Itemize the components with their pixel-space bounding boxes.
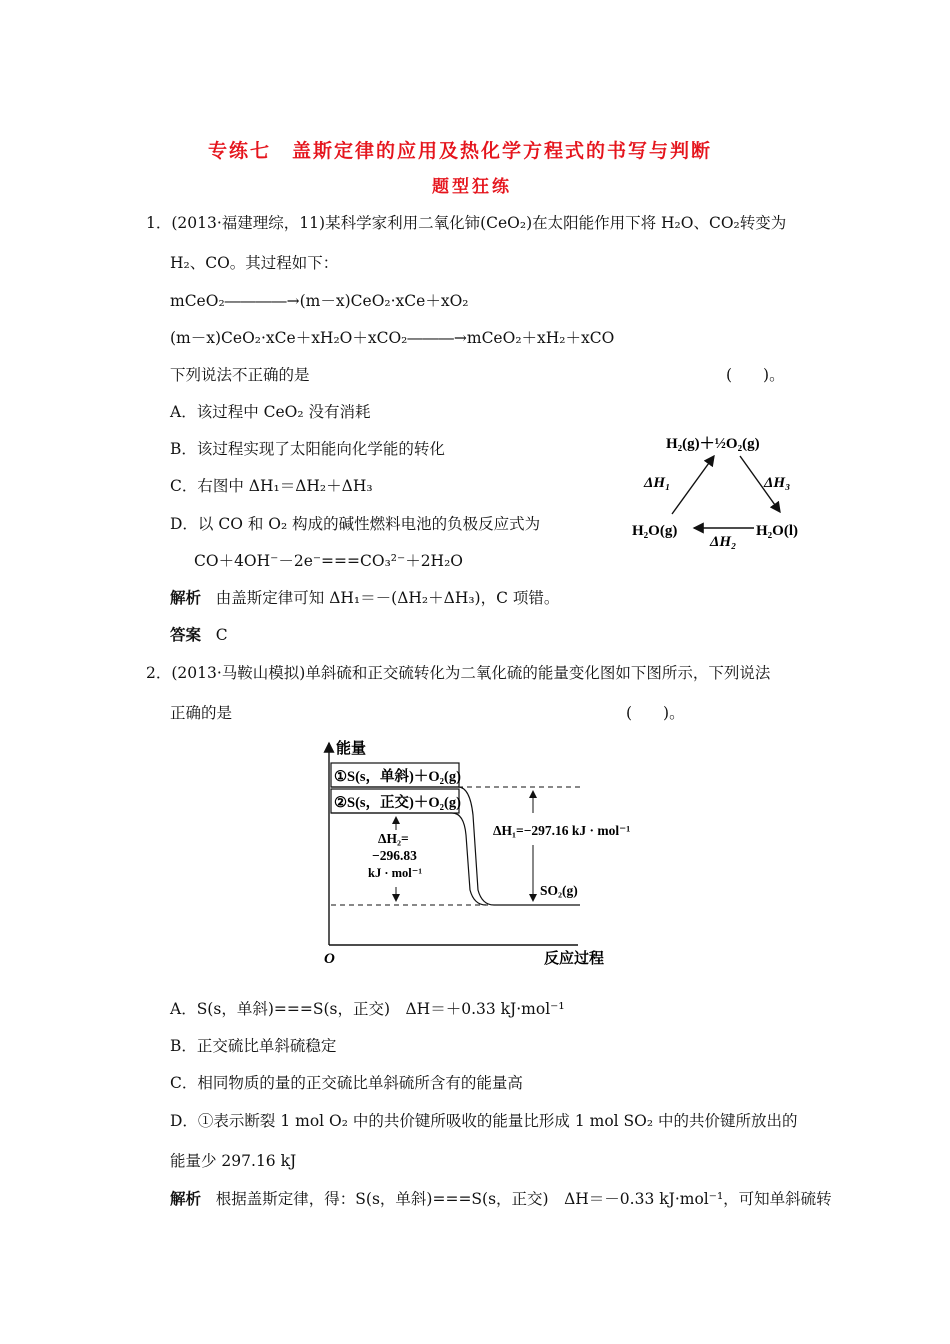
q1-answer (170, 623, 228, 645)
q2-stem: 单斜硫和正交硫转化为二氧化硫的能量变化图如下图所示，下列说法 (305, 664, 771, 682)
page-subtitle: 题型狂练 (432, 177, 512, 197)
q2-analysis (170, 1187, 832, 1209)
q1-answer-value: C (215, 626, 228, 644)
q1-line1 (146, 211, 786, 233)
q2-option-d-cont: 能量少 297.16 kJ (170, 1152, 297, 1170)
dh3-label: ΔH₃ (764, 475, 791, 491)
x-axis-label: 反应过程 (544, 951, 605, 967)
q1-option-d: D．以 CO 和 O₂ 构成的碱性燃料电池的负极反应式为 (170, 515, 541, 533)
q1-equation-2: (m－x)CeO₂·xCe＋xH₂O＋xCO₂―――→mCeO₂＋xH₂＋xCO (170, 329, 615, 347)
dh2-label: ΔH₂ (710, 534, 737, 550)
q1-answer-bracket: ( )。 (726, 366, 785, 384)
q2-analysis-text: 根据盖斯定律，得：S(s，单斜)===S(s，正交) ΔH＝－0.33 kJ·mol⁻¹，可知单斜硫转 (215, 1190, 832, 1208)
q1-option-b: B．该过程实现了太阳能向化学能的转化 (170, 440, 445, 458)
q2-option-d: D．①表示断裂 1 mol O₂ 中的共价键所吸收的能量比形成 1 mol SO₂ 中的共价键所放出的 (170, 1112, 798, 1130)
dh1-arrow (672, 456, 714, 514)
q1-equation-1: mCeO₂――――→(m－x)CeO₂·xCe＋xO₂ (170, 292, 469, 310)
product-label: SO₂(g) (540, 883, 578, 898)
q2-number: 2． (146, 664, 172, 682)
level2-label: ②S(s，正交)＋O₂(g) (334, 795, 461, 811)
diagram-left-label: H₂O(g) (632, 523, 678, 539)
diagram-top-label: H₂(g)＋½O₂(g) (666, 436, 760, 452)
q2-option-b: B．正交硫比单斜硫稳定 (170, 1037, 337, 1055)
energy-level-diagram (318, 735, 648, 970)
dh2-label-a: ΔH₂= (378, 831, 409, 846)
q2-line2: 正确的是 (170, 704, 233, 722)
hess-cycle-diagram (628, 420, 818, 550)
dh2-label-b: −296.83 (372, 848, 417, 863)
q1-option-d-equation: CO＋4OH⁻－2e⁻===CO₃²⁻＋2H₂O (194, 552, 463, 570)
q1-option-c: C．右图中 ΔH₁＝ΔH₂＋ΔH₃ (170, 477, 373, 495)
q2-source: (2013·马鞍山模拟) (171, 664, 306, 682)
level1-label: ①S(s，单斜)＋O₂(g) (334, 769, 461, 785)
q1-number: 1． (146, 214, 172, 232)
q1-analysis (170, 586, 559, 608)
q2-option-a: A．S(s，单斜)===S(s，正交) ΔH＝＋0.33 kJ·mol⁻¹ (170, 1000, 565, 1018)
dh1-label: ΔH₁=−297.16 kJ · mol⁻¹ (493, 823, 631, 838)
diagram-right-label: H₂O(l) (756, 523, 798, 539)
page-title: 专练七 盖斯定律的应用及热化学方程式的书写与判断 (208, 140, 713, 162)
q2-option-c: C．相同物质的量的正交硫比单斜硫所含有的能量高 (170, 1074, 523, 1092)
q1-stem: 11)某科学家利用二氧化铈(CeO₂)在太阳能作用下将 H₂O、CO₂转变为 (299, 214, 787, 232)
q2-analysis-label: 解析 (170, 1189, 202, 1208)
q1-source: (2013·福建理综， (171, 214, 300, 232)
q2-answer-bracket: ( )。 (626, 704, 685, 722)
q1-analysis-label: 解析 (170, 588, 202, 607)
q1-question-stem: 下列说法不正确的是 (170, 366, 310, 384)
q1-line2: H₂、CO。其过程如下： (170, 254, 339, 272)
q1-option-a: A．该过程中 CeO₂ 没有消耗 (170, 403, 371, 421)
q1-answer-label: 答案 (170, 625, 202, 644)
origin-label: O (324, 951, 335, 967)
dh1-label: ΔH₁ (644, 475, 671, 491)
y-axis-label: 能量 (336, 741, 367, 757)
q1-analysis-text: 由盖斯定律可知 ΔH₁＝－(ΔH₂＋ΔH₃)，C 项错。 (215, 589, 560, 607)
dh2-label-c: kJ · mol⁻¹ (368, 866, 423, 880)
q2-line1 (146, 661, 770, 683)
